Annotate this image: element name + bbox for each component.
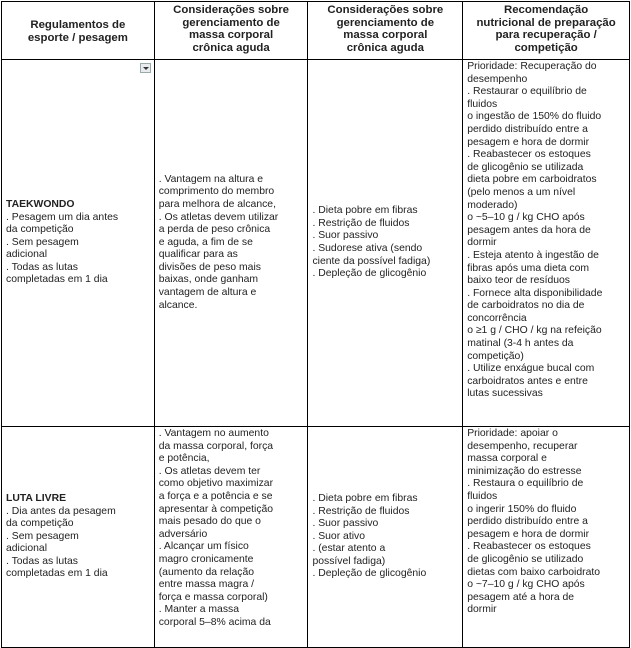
recommendation-line: pesagem até a hora de [467,591,575,603]
acute-line: . Depleção de glicogênio [312,568,427,580]
chronic-line: (aumento da relação [158,566,255,578]
chronic-line: para melhora de alcance, [158,198,276,210]
nutrition-table [1,1,630,648]
acute-line: . Restrição de fluidos [312,505,410,517]
acute-line: . Sudorese ativa (sendo [312,243,423,254]
regs-line: . Dia antes da pesagem [6,505,116,517]
regs-line: . Todas as lutas [6,261,79,273]
recommendation-line: dietas com baixo carboidrato [467,566,601,578]
recommendation-line: pesagem antes da hora de [467,224,591,236]
recommendation-line: . Restaurar o equilíbrio de [467,86,587,98]
chronic-line: vantagem de altura e [158,287,257,299]
recommendation-line: Prioridade: Recuperação do [467,61,597,72]
header-line: Regulamentos de [30,19,126,31]
header-line: Considerações sobre [173,4,290,16]
recommendation-line: o ≥1 g / CHO / kg na refeição [467,325,602,337]
recommendation-line: fluidos [467,98,498,110]
chronic-line: . Vantagem na altura e [158,173,264,185]
recommendation-line: fibras após uma dieta com [467,262,590,274]
chronic-line: da massa corporal, força [158,440,274,452]
header-regulations [2,2,155,60]
regs-line: da competição [6,518,74,530]
recommendation-line: perdido distribuído entre a [467,123,588,135]
recommendation-line: desempenho [467,73,528,85]
chronic-cell [154,427,308,648]
header-line: esporte / pesagem [27,31,128,44]
header-row [2,2,630,60]
acute-line: . Restrição de fluidos [312,217,410,229]
chronic-line: . Alcançar um físico [158,541,249,553]
chronic-line: e aguda, a fim de se [158,236,253,248]
recommendation-line: Prioridade: apoiar o [467,428,558,439]
recommendation-line: o ~7–10 g / kg CHO após [467,579,585,591]
acute-cell [308,427,463,648]
header-line: competição [514,41,578,54]
recommendation-line: de glicogênio se utilizada [467,161,584,173]
header-line: massa corporal [188,29,274,41]
acute-line: . Depleção de glicogênio [312,268,427,280]
recommendation-line: dieta pobre em carboidratos [467,174,597,186]
recommendation-line: desempenho, recuperar [467,440,578,452]
regs-cell [2,427,155,648]
recommendation-line: carboidratos antes e entre [467,375,588,387]
recommendation-line: o ingestão de 150% do fluido [467,111,602,123]
regs-line: completadas em 1 dia [6,274,108,286]
acute-line: ciente da possível fadiga) [312,255,431,267]
recommendation-line: o ~5–10 g / kg CHO após [467,212,585,224]
recommendation-line: matinal (3-4 h antes da [467,338,574,350]
chronic-line: adversário [158,528,208,540]
recommendation-line: competição) [467,350,524,362]
regs-line: adicional [6,543,48,555]
acute-line: possível fadiga) [312,555,386,567]
recommendation-line: . Reabastecer os estoques [467,149,591,161]
chronic-line: força e massa corporal) [158,591,268,603]
recommendation-line: moderado) [467,199,518,211]
chronic-line: qualificar para as [158,249,238,261]
chronic-line: . Os atletas devem ter [158,465,261,477]
recommendation-line: o ingerir 150% do fluido [467,503,577,515]
recommendation-line: . Esteja atento à ingestão de [467,249,599,261]
chronic-line: mais pesado do que o [158,516,261,528]
sport-name: TAEKWONDO [6,198,75,210]
header-line: gerenciamento de [182,16,280,29]
recommendation-line: pesagem e hora de dormir [467,528,590,540]
header-line: Recomendação [503,4,589,16]
header-line: Considerações sobre [327,4,444,16]
header-line: crônica aguda [346,41,424,54]
table-row [2,60,630,427]
recommendation-line: de carboidratos no dia de [467,300,585,312]
chronic-line: . Manter a massa [158,604,239,616]
acute-line: . Dieta pobre em fibras [312,205,418,217]
chronic-line: magro cronicamente [158,553,254,565]
recommendation-line: . Reabastecer os estoques [467,541,591,553]
regs-cell [2,60,155,427]
regs-line: . Pesagem um dia antes [6,211,119,223]
recommendation-line: dormir [467,237,497,249]
chronic-line: apresentar à competição [158,503,274,515]
dropdown-arrow-icon[interactable] [140,63,151,73]
regs-line: . Sem pesagem [6,530,79,542]
chronic-line: divisões de peso mais [158,261,261,273]
chronic-line: . Vantagem no aumento [158,428,269,439]
acute-line: . Suor ativo [312,530,366,542]
recommendation-line: (pelo menos a um nível [467,186,576,198]
recommendation-line: minimização do estresse [467,465,582,477]
recommendation-cell [463,60,630,427]
header-recommendation [463,2,630,60]
header-line: para recuperação / [495,29,597,41]
chronic-line: e potência, [158,453,210,465]
recommendation-line: . Fornece alta disponibilidade [467,287,603,299]
recommendation-line: . Utilize enxágue bucal com [467,363,595,375]
chronic-line: como objetivo maximizar [158,478,274,490]
recommendation-line: . Restaura o equilíbrio de [467,478,584,490]
chronic-line: alcance. [158,299,198,311]
chronic-line: . Os atletas devem utilizar [158,211,279,223]
recommendation-cell [463,427,630,648]
header-chronic [154,2,308,60]
acute-line: . Dieta pobre em fibras [312,492,418,504]
header-line: crônica aguda [192,41,270,54]
recommendation-line: concorrência [467,312,527,324]
recommendation-line: de glicogênio se utilizado [467,553,584,565]
chronic-line: entre massa magra / [158,579,255,591]
regs-line: . Sem pesagem [6,236,79,248]
chronic-line: comprimento do membro [158,186,275,198]
acute-line: . (estar atento a [312,543,386,555]
recommendation-line: perdido distribuído entre a [467,516,588,528]
chronic-line: baixas, onde ganham [158,274,259,286]
sport-name: LUTA LIVRE [6,492,67,504]
recommendation-line: fluidos [467,490,498,502]
chronic-line: a perda de peso crônica [158,224,271,236]
acute-cell [308,60,463,427]
table-row [2,427,630,648]
acute-line: . Suor passivo [312,518,379,530]
regs-line: da competição [6,224,74,236]
recommendation-line: baixo teor de resíduos [467,275,571,287]
regs-line: adicional [6,249,48,261]
recommendation-line: pesagem e hora de dormir [467,136,590,148]
recommendation-line: dormir [467,604,497,616]
header-line: gerenciamento de [336,16,435,29]
acute-line: . Suor passivo [312,230,379,242]
header-line: nutricional de preparação [476,16,616,29]
chronic-line: corporal 5–8% acima da [158,616,271,628]
regs-line: completadas em 1 dia [6,568,108,580]
chronic-cell [154,60,308,427]
header-acute [308,2,463,60]
chronic-line: a força e a potência e se [158,490,273,502]
recommendation-line: massa corporal e [467,453,547,465]
header-line: massa corporal [343,29,428,41]
recommendation-line: lutas sucessivas [467,388,543,400]
regs-line: . Todas as lutas [6,555,79,567]
